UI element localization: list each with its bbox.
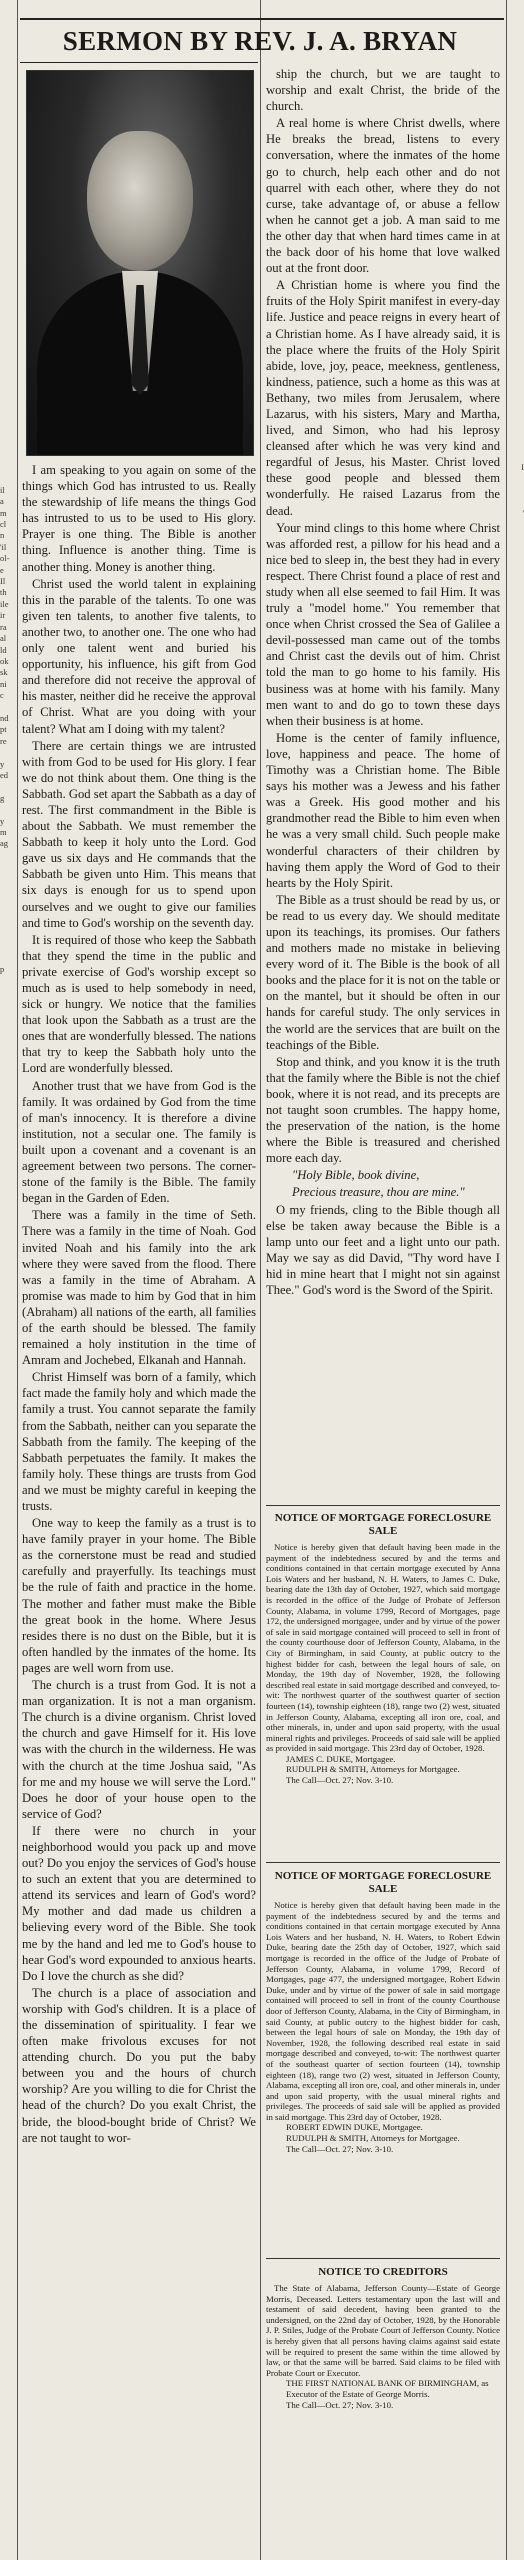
gutter-fragment [0, 918, 16, 929]
mortgage-notice-2 [266, 1870, 500, 2250]
gutter-fragment: a [0, 496, 4, 507]
gutter-fragment [508, 838, 524, 849]
gutter-fragment: m [0, 507, 7, 518]
gutter-fragment [508, 793, 524, 804]
notice-title: NOTICE TO CREDITORS [318, 2266, 448, 2278]
left-column-rule [17, 0, 18, 2560]
gutter-fragment [508, 633, 524, 644]
gutter-fragment: e [0, 564, 4, 575]
gutter-fragment [508, 816, 524, 827]
gutter-fragment [508, 952, 524, 963]
sermon-paragraph: Christ Himself was born of a family, which fact made the family holy and which made the family a trust. You cannot separate the family from the Sabbath, neither can you separate the Sabbath from the family. The keeping of the Sabbath perpetuates the family. It makes the family holy. These things are trusts from God and we must be mighty careful in keeping the trusts. [22, 1370, 256, 1513]
notice-dates: The Call—Oct. 27; Nov. 3-10. [286, 2143, 394, 2154]
gutter-fragment [0, 781, 16, 792]
gutter-fragment [508, 873, 524, 884]
notice-divider [266, 1862, 500, 1863]
gutter-fragment: il [0, 484, 5, 495]
gutter-fragment [0, 702, 16, 713]
mortgage-notice-1 [266, 1512, 500, 1852]
gutter-fragment: cl [0, 519, 7, 530]
gutter-fragment: 'il [0, 541, 7, 552]
portrait-face [87, 131, 193, 271]
gutter-fragment: ol- [0, 553, 10, 564]
notice-dates: The Call—Oct. 27; Nov. 3-10. [286, 1775, 394, 1786]
gutter-fragment [0, 850, 16, 861]
sermon-paragraph: It is required of those who keep the Sabbath that they spend the time in the public and private exercise of God's worship except so much as is used to help somebody in need, sick or hungry. We notice that the families that look upon the Sabbath as a trust are the ones that are wonderfully blessed. The nations that try to keep the Sabbath holy unto the Lord are wonderfully blessed. [22, 932, 256, 1076]
closing-paragraph: O my friends, cling to the Bible though all else be taken away because the Bible is a lamp unto our feet and a light unto our path. May we say as did David, "Thy word have I hid in mine heart that I might not sin against Thee." God's word is the Sword of the Spirit. [266, 1202, 500, 1298]
gutter-fragment [0, 975, 16, 986]
poem-line: "Holy Bible, book divine, [292, 1168, 420, 1183]
notice-divider [266, 2258, 500, 2259]
gutter-fragment: n [0, 530, 5, 541]
notice-body: Notice is hereby given that default having been made in the payment of the indebtedness secured by and the terms and conditions contained in that certain mortgage executed by Anna Lois Waters and her husband, N. H. Waters, to James C. Duke, bearing date the 13th day of October, 1927, which said mortgage is recorded in the office of the Judge of Probate of Jefferson County, Alabama, in volume 1799, Record of Mortgages, page 172, the undersigned mortgagee, under and by virtue of the power of sale in said mortgage contained will proceed to sell in front of the county courthouse door of Jefferson County, Alabama, in the City of Birmingham, in said County, at public outcry to the highest bidder for cash, between the legal hours of sale, on Monday, the 19th day of November, 1928, the following described real estate in said mortgage described and conveyed, to-wit: The northwest quarter of the southwest quarter of section fourteen (14), township eighteen (18), range two (2) west, situated in Jefferson County, Alabama, excepting all iron ore, coal, and other minerals, in, under and upon said property, with the usual mineral rights and privileges. Proceeds of said sale will be applied as provided in said mortgage. This 23rd day of October, 1928. [266, 1542, 500, 1754]
gutter-fragment: ld [0, 644, 7, 655]
sermon-paragraph: Stop and think, and you know it is the truth that the family where the Bible is not the chief book, where it is not read, and its precepts are not taught soon crumbles. The happy home, the preservation of the nation, is the home where the Bible is treasured and cherished more each day. [266, 1054, 500, 1166]
notice-signer: THE FIRST NATIONAL BANK OF BIRMINGHAM, as Executor of the Estate of George Morris. [286, 2378, 489, 2399]
gutter-fragment [508, 713, 524, 724]
gutter-fragment [508, 576, 524, 587]
gutter-fragment [0, 873, 16, 884]
gutter-fragment [508, 542, 524, 553]
gutter-fragment [508, 610, 524, 621]
headline-top-rule [20, 18, 504, 20]
gutter-fragment [0, 952, 16, 963]
sermon-paragraph: Home is the center of family influence, love, happiness and peace. The home of Timothy was a Christian home. The Bible says his mother was a Jewess and his father was a Greek. His good mother and his grandmother read the Bible to him even when he was a very small child. Such people make wonderful characters of their children by having them apply the Word of God to their hearts by the Holy Spirit. [266, 730, 500, 890]
gutter-fragment: y [0, 758, 5, 769]
gutter-fragment [508, 656, 524, 667]
gutter-fragment: al [0, 633, 7, 644]
notice-title: NOTICE OF MORTGAGE FORECLOSURE SALE [274, 1870, 492, 1895]
gutter-fragment [0, 907, 16, 918]
gutter-fragment [508, 770, 524, 781]
gutter-fragment [508, 473, 524, 484]
gutter-fragment [508, 485, 524, 496]
gutter-fragment [508, 895, 524, 906]
gutter-fragment [0, 930, 16, 941]
gutter-fragment [508, 930, 524, 941]
right-gutter-column-fragment [508, 0, 524, 2560]
gutter-fragment [508, 667, 524, 678]
gutter-fragment [0, 987, 16, 998]
sermon-paragraph: ship the church, but we are taught to worship and exalt Christ, the bride of the church. [266, 67, 500, 114]
notice-signer: ROBERT EDWIN DUKE, Mortgagee. [286, 2122, 423, 2133]
gutter-fragment [508, 690, 524, 701]
gutter-fragment [508, 781, 524, 792]
gutter-fragment: th [0, 587, 7, 598]
gutter-fragment [0, 747, 16, 758]
gutter-fragment: ni [0, 678, 7, 689]
gutter-fragment [508, 884, 524, 895]
gutter-fragment [0, 1032, 16, 1043]
sermon-paragraph: A Christian home is where you find the fruits of the Holy Spirit manifest in every-day life. Justice and peace reigns in every heart of a Christian home. As I have already said, it is the place where the fruits of the Holy Spirit abide, love, joy, peace, meekness, gentleness, kindness, patience, such a home as this was at Bethany, two miles from Jerusalem, where Lazarus, with his sisters, Mary and Martha, lived, and Simon, who had his leprosy cleansed after which he was very kind and regardful of Jesus, his Master. Christ loved these good people and blessed them wonderfully. He raised Lazarus from the dead. [266, 278, 500, 518]
sermon-paragraph: Your mind clings to this home where Christ was afforded rest, a pillow for his head and a nice bed to sleep in, the best they had in every respect. There Christ found a place of rest and study when all else seemed to fail Him. It was truly a "model home." You remember that once when Christ crossed the Sea of Galilee a devil-possessed man came out of the tombs and Christ cast the devils out of him. Christ told the man to go home to his family. His business was at home with his family. Many men want to and do go to town these days when their business is at home. [266, 520, 500, 728]
gutter-fragment [508, 850, 524, 861]
gutter-fragment: ok [0, 655, 9, 666]
sermon-paragraph: Christ used the world talent in explaining this in the parable of the talents. To one was given ten talents, to another five talents, to another two, to another one. The one who had only one talent went and buried his opportunity, his influence, his gift from God and therefore did not receive the approval of his master, neither did he receive the approval of Christ. What are you doing with your talent? What am I doing with my talent? [22, 576, 256, 736]
left-gutter-column-fragment [0, 0, 16, 2560]
gutter-fragment [0, 861, 16, 872]
gutter-fragment: y [0, 815, 5, 826]
gutter-fragment [508, 702, 524, 713]
gutter-fragment: p [0, 963, 5, 974]
gutter-fragment: c [0, 690, 4, 701]
sermon-paragraph: I am speaking to you again on some of the things which God has intrusted to us. Really the stewardship of life means the things God has intrusted to us to be used to His glory. Prayer is one thing. The Bible is another thing. Influence is another thing. Time is another thing. Money is another thing. [22, 463, 256, 574]
gutter-fragment [508, 587, 524, 598]
sermon-paragraph: There was a family in the time of Seth. There was a family in the time of Noah. God invited Noah and his family into the ark where they were saved from the flood. There was a family in the time of Abraham. A promise was made to him by God that in him (Abraham) all nations of the earth, all families of the earth should be blessed. The family remained a holy institution in the time of Amram and Jochebed, Elkanah and Hannah. [22, 1208, 256, 1368]
sermon-paragraph: The church is a place of association and worship with God's children. It is a place of the dissemination of spirituality. I fear we often make frivolous excuses for not attending church. Do you put the baby between you and the hours of church worship? Are you willing to die for Christ the head of the church? Do you exalt Christ, the bride, the blood-bought bride of Christ? We are not taught to wor- [22, 1985, 256, 2145]
gutter-fragment: I [521, 462, 524, 472]
headline-bottom-rule [20, 62, 258, 63]
sermon-paragraph: The Bible as a trust should be read by us, or be read to us every day. We should meditate upon its teachings, its promises. Our fathers and mothers made no mistake in believing every word of it. The Bible is the book of all books and the place for it is not on the table or on the mantel, but it should be often in our hands for careful study. The only services in the world are the services that are built on the teachings of the Bible. [266, 892, 500, 1052]
gutter-fragment [0, 941, 16, 952]
gutter-fragment [0, 998, 16, 1009]
gutter-fragment [508, 645, 524, 656]
creditors-notice [266, 2266, 500, 2556]
sermon-paragraph: One way to keep the family as a trust is to have family prayer in your home. The Bible as the cornerstone must be read and studied carefully and prayerfully. Its teachings must be the rule of faith and practice in the home. The mother and father must make the Bible the great book in the home. Where Jesus resides there is no dust on the Bible, but it is often handled by the inmates of the home. Its pages are well worn from use. [22, 1516, 256, 1675]
notice-dates: The Call—Oct. 27; Nov. 3-10. [286, 2399, 394, 2410]
gutter-fragment [508, 804, 524, 815]
right-column-rule [506, 0, 507, 2560]
notice-divider [266, 1505, 500, 1506]
sermon-column-left [22, 462, 256, 2147]
gutter-fragment: ed [0, 769, 9, 780]
gutter-fragment: pt [0, 724, 7, 735]
gutter-fragment: re [0, 735, 7, 746]
gutter-fragment [508, 941, 524, 952]
gutter-fragment [0, 473, 16, 484]
sermon-column-right [266, 66, 500, 1299]
notice-title: NOTICE OF MORTGAGE FORECLOSURE SALE [274, 1512, 492, 1537]
notice-attorneys: RUDULPH & SMITH, Attorneys for Mortgagee. [286, 1764, 460, 1775]
notice-body: Notice is hereby given that default having been made in the payment of the indebtedness secured by and the terms and conditions contained in that certain mortgage executed by Anna Lois Waters and her husband, N. H. Waters, to Robert Edwin Duke, bearing date the 25th day of October, 1927, which said mortgage is recorded in the office of the Judge of Probate of Jefferson County, Alabama, in volume 1799, Record of Mortgages, page 477, the undersigned mortgagee, Robert Edwin Duke, under and by virtue of the power of sale in said mortgage contained will proceed to sell in front of the county Courthouse door of Jefferson County, Alabama, in the City of Birmingham, in said County, at public outcry to the highest bidder for cash, between the legal hours of sale on Monday, the 19th day of November, 1928, the following described real estate in said mortgage described and conveyed, to-wit: The northwest quarter of the southeast quarter of section fourteen (14), township eighteen (18), range two (2) west, situated in Jefferson County, Alabama, excepting all iron ore, coal, and other minerals in, under and upon said property, with the usual mineral rights and privileges. The proceeds of said sale will be applied as provided in said mortgage. This 23rd day of October, 1928. [266, 1900, 500, 2122]
gutter-fragment [0, 1021, 16, 1032]
gutter-fragment [508, 530, 524, 541]
notice-body: The State of Alabama, Jefferson County—Estate of George Morris, Deceased. Letters testamentary upon the last will and testament of said decedent, having been granted to the undersigned, on the 22nd day of October, 1928, by the Honorable J. P. Stiles, Judge of the Probate Court of Jefferson County. Notice is hereby given that all persons having claims against said estate will be required to present the same within the time allowed by law, or that the same will be barred. Said claims to be filed with Probate Court or Executor. [266, 2283, 500, 2378]
sermon-paragraph: If there were no church in your neighborhood would you pack up and move out? Do you enjoy the services of God's house to such an extent that you are determined to attend its services and learn of God's word? My mother and dad made us children a believing every word of the Bible. She took me by the hand and led me to God's house to hear God's word expounded to anxious hearts. Do I love the church as she did? [22, 1823, 256, 1983]
headline: SERMON BY REV. J. A. BRYAN [62, 26, 458, 56]
gutter-fragment [508, 827, 524, 838]
poem-line: Precious treasure, thou are mine." [292, 1185, 465, 1200]
gutter-fragment: g [0, 792, 5, 803]
gutter-fragment [508, 565, 524, 576]
gutter-fragment: m [0, 827, 7, 837]
gutter-fragment: ag [0, 838, 9, 849]
gutter-fragment [508, 724, 524, 735]
sermon-paragraph: There are certain things we are intrusted with from God to be used for His glory. I fear we do not think about them. One thing is the Sabbath. God set apart the Sabbath as a day of rest. The first commandment in the Bible is about the Sabbath. We must remember the Sabbath to keep it holy unto the Lord. God gave us six days and He commands that the Sabbath be given unto Him. This means that six days is enough for us to spend upon ourselves and we ought to give our families and time to God's worship on the seventh day. [22, 738, 256, 930]
sermon-paragraph: A real home is where Christ dwells, where He breaks the bread, listens to every conversation, where the inmates of the home go to church, help each other and do not quarrel with each other, where they do not curse, take advantage of, or abuse a fellow when he cannot get a job. A man said to me the other day that when hard times came in at the back door of his home that love walked out at the front door. [266, 116, 500, 276]
gutter-fragment [0, 462, 16, 473]
gutter-fragment: ile [0, 598, 9, 609]
gutter-fragment: nd [0, 712, 9, 723]
gutter-fragment [0, 895, 16, 906]
sermon-paragraph: Another trust that we have from God is the family. It was ordained by God from the time of man's innocency. It is therefore a divine institution, not a secular one. The family is built upon a covenant and a covenant is an agreement between two persons. The corner-stone of the family is the Bible. The family began in the Garden of Eden. [22, 1078, 256, 1206]
gutter-fragment [508, 622, 524, 633]
gutter-fragment [508, 759, 524, 770]
gutter-fragment [508, 861, 524, 872]
gutter-fragment [508, 496, 524, 507]
gutter-fragment: ra [0, 621, 7, 632]
gutter-fragment [0, 804, 16, 815]
notice-signer: JAMES C. DUKE, Mortgagee. [286, 1753, 396, 1764]
center-column-rule [260, 0, 261, 2560]
gutter-fragment: ir [0, 610, 6, 621]
gutter-fragment [0, 1044, 16, 1055]
gutter-fragment [508, 747, 524, 758]
gutter-fragment [508, 599, 524, 610]
sermon-paragraph: The church is a trust from God. It is not a man organization. It is not a man organism. The church is a divine organism. Christ loved the church and gave Himself for it. His love was with the church in the wilderness. He was with the church at the time Joshua said, "As for me and my house we will serve the Lord." Does he door of your house open to the service of God? [22, 1678, 256, 1821]
gutter-fragment [0, 1010, 16, 1021]
gutter-fragment [508, 679, 524, 690]
gutter-fragment [0, 884, 16, 895]
gutter-fragment [508, 519, 524, 530]
notice-attorneys: RUDULPH & SMITH, Attorneys for Mortgagee. [286, 2133, 460, 2144]
gutter-fragment: ' [522, 507, 524, 518]
portrait-photo [26, 70, 254, 456]
gutter-fragment [508, 553, 524, 564]
gutter-fragment: sk [0, 667, 8, 678]
gutter-fragment [508, 736, 524, 747]
gutter-fragment [508, 907, 524, 918]
gutter-fragment: Il [0, 576, 6, 587]
gutter-fragment [508, 918, 524, 929]
